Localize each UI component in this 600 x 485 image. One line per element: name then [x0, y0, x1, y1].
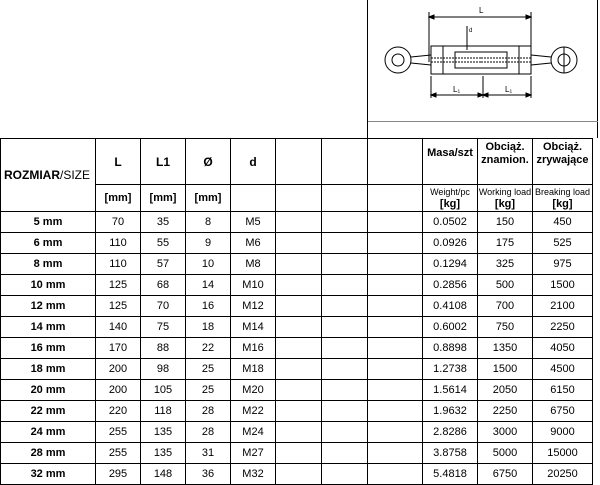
- table-row: [1, 338, 593, 359]
- diameter-cell: 16: [186, 296, 231, 317]
- empty-cell: [368, 443, 423, 464]
- size-cell: 12 mm: [1, 296, 96, 317]
- d-cell: M16: [231, 338, 276, 359]
- header-L1: L1: [141, 139, 186, 185]
- empty-cell: [276, 233, 322, 254]
- mass-cell: 1.5614: [423, 380, 478, 401]
- d-cell: M14: [231, 317, 276, 338]
- L-cell: 70: [96, 212, 141, 233]
- empty-cell: [322, 464, 368, 485]
- diameter-cell: 9: [186, 233, 231, 254]
- drawing-label-L: L: [479, 6, 484, 15]
- header-diameter: Ø: [186, 139, 231, 185]
- working-load-cell: 2250: [478, 401, 533, 422]
- size-cell: 18 mm: [1, 359, 96, 380]
- diameter-cell: 36: [186, 464, 231, 485]
- size-cell: 6 mm: [1, 233, 96, 254]
- empty-cell: [368, 380, 423, 401]
- breaking-load-cell: 9000: [533, 422, 593, 443]
- working-load-cell: 500: [478, 275, 533, 296]
- unit-L1: [mm]: [141, 185, 186, 212]
- size-cell: 5 mm: [1, 212, 96, 233]
- size-cell: 16 mm: [1, 338, 96, 359]
- breaking-load-cell: 15000: [533, 443, 593, 464]
- d-cell: M8: [231, 254, 276, 275]
- header-empty-2: [322, 139, 368, 185]
- empty-cell: [276, 212, 322, 233]
- turnbuckle-drawing: [371, 2, 593, 120]
- empty-cell: [322, 254, 368, 275]
- table-row: [1, 359, 593, 380]
- mass-cell: 0.0502: [423, 212, 478, 233]
- empty-cell: [368, 464, 423, 485]
- empty-cell: [368, 254, 423, 275]
- unit-empty-1: [276, 185, 322, 212]
- mass-cell: 2.8286: [423, 422, 478, 443]
- L1-cell: 55: [141, 233, 186, 254]
- empty-cell: [276, 275, 322, 296]
- empty-cell: [276, 359, 322, 380]
- header-L: L: [96, 139, 141, 185]
- table-row: [1, 275, 593, 296]
- mass-cell: 1.2738: [423, 359, 478, 380]
- d-cell: M12: [231, 296, 276, 317]
- breaking-load-cell: 450: [533, 212, 593, 233]
- d-cell: M18: [231, 359, 276, 380]
- breaking-load-cell: 1500: [533, 275, 593, 296]
- d-cell: M24: [231, 422, 276, 443]
- mass-cell: 0.6002: [423, 317, 478, 338]
- size-cell: 8 mm: [1, 254, 96, 275]
- diameter-cell: 22: [186, 338, 231, 359]
- table-row: [1, 212, 593, 233]
- empty-cell: [322, 359, 368, 380]
- breaking-load-cell: 4500: [533, 359, 593, 380]
- unit-mass: Weight/pc [kg]: [423, 185, 478, 212]
- d-cell: M32: [231, 464, 276, 485]
- empty-cell: [322, 296, 368, 317]
- header-d: d: [231, 139, 276, 185]
- table-row: [1, 464, 593, 485]
- header-empty-3: [368, 139, 423, 185]
- L1-cell: 68: [141, 275, 186, 296]
- table-row: [1, 317, 593, 338]
- empty-cell: [322, 380, 368, 401]
- L-cell: 200: [96, 359, 141, 380]
- table-row: [1, 233, 593, 254]
- mass-cell: 0.4108: [423, 296, 478, 317]
- unit-d: [231, 185, 276, 212]
- mass-cell: 5.4818: [423, 464, 478, 485]
- unit-working: Working load [kg]: [478, 186, 532, 210]
- mass-cell: 0.0926: [423, 233, 478, 254]
- breaking-load-cell: 2250: [533, 317, 593, 338]
- working-load-cell: 2050: [478, 380, 533, 401]
- d-cell: M22: [231, 401, 276, 422]
- L1-cell: 135: [141, 422, 186, 443]
- breaking-load-cell: 20250: [533, 464, 593, 485]
- drawing-label-L1-right: L₁: [505, 85, 513, 94]
- empty-cell: [276, 401, 322, 422]
- working-load-cell: 175: [478, 233, 533, 254]
- size-cell: 10 mm: [1, 275, 96, 296]
- d-cell: M10: [231, 275, 276, 296]
- mass-cell: 3.8758: [423, 443, 478, 464]
- working-load-cell: 1350: [478, 338, 533, 359]
- empty-cell: [368, 317, 423, 338]
- L1-cell: 70: [141, 296, 186, 317]
- empty-cell: [322, 401, 368, 422]
- working-load-cell: 1500: [478, 359, 533, 380]
- L-cell: 220: [96, 401, 141, 422]
- drawing-label-L1-left: L₁: [453, 85, 461, 94]
- empty-cell: [368, 401, 423, 422]
- header-breaking-load: Obciąż. zrywające: [533, 139, 593, 185]
- diameter-cell: 14: [186, 275, 231, 296]
- empty-cell: [368, 296, 423, 317]
- L-cell: 110: [96, 233, 141, 254]
- diameter-cell: 10: [186, 254, 231, 275]
- L1-cell: 98: [141, 359, 186, 380]
- working-load-cell: 3000: [478, 422, 533, 443]
- empty-cell: [276, 443, 322, 464]
- empty-cell: [276, 338, 322, 359]
- drawing-bottom-line: [368, 121, 598, 122]
- size-header: ROZMIAR/SIZE: [1, 139, 96, 212]
- size-cell: 24 mm: [1, 422, 96, 443]
- L1-cell: 135: [141, 443, 186, 464]
- empty-cell: [322, 212, 368, 233]
- d-cell: M6: [231, 233, 276, 254]
- L-cell: 255: [96, 443, 141, 464]
- mass-cell: 0.2856: [423, 275, 478, 296]
- working-load-cell: 150: [478, 212, 533, 233]
- empty-cell: [322, 422, 368, 443]
- L-cell: 125: [96, 296, 141, 317]
- empty-cell: [276, 380, 322, 401]
- top-divider-left: [367, 0, 368, 138]
- L-cell: 170: [96, 338, 141, 359]
- empty-cell: [276, 317, 322, 338]
- working-load-cell: 325: [478, 254, 533, 275]
- empty-cell: [322, 443, 368, 464]
- table-row: [1, 401, 593, 422]
- empty-cell: [368, 359, 423, 380]
- size-cell: 32 mm: [1, 464, 96, 485]
- empty-cell: [368, 275, 423, 296]
- empty-cell: [276, 464, 322, 485]
- L-cell: 140: [96, 317, 141, 338]
- breaking-load-cell: 6750: [533, 401, 593, 422]
- empty-cell: [276, 254, 322, 275]
- L1-cell: 75: [141, 317, 186, 338]
- working-load-cell: 700: [478, 296, 533, 317]
- table-header-row: [1, 139, 593, 185]
- empty-cell: [368, 212, 423, 233]
- size-cell: 20 mm: [1, 380, 96, 401]
- diameter-cell: 18: [186, 317, 231, 338]
- mass-cell: 0.1294: [423, 254, 478, 275]
- table-row: [1, 254, 593, 275]
- L-cell: 200: [96, 380, 141, 401]
- L1-cell: 105: [141, 380, 186, 401]
- d-cell: M20: [231, 380, 276, 401]
- table-row: [1, 380, 593, 401]
- empty-cell: [276, 422, 322, 443]
- L1-cell: 35: [141, 212, 186, 233]
- diameter-cell: 28: [186, 401, 231, 422]
- L-cell: 295: [96, 464, 141, 485]
- diameter-cell: 8: [186, 212, 231, 233]
- mass-cell: 0.8898: [423, 338, 478, 359]
- breaking-load-cell: 4050: [533, 338, 593, 359]
- working-load-cell: 6750: [478, 464, 533, 485]
- breaking-load-cell: 6150: [533, 380, 593, 401]
- size-cell: 22 mm: [1, 401, 96, 422]
- top-divider-right: [597, 0, 598, 138]
- L-cell: 125: [96, 275, 141, 296]
- diameter-cell: 25: [186, 380, 231, 401]
- unit-empty-3: [368, 185, 423, 212]
- header-working-load: Obciąż. znamion.: [478, 139, 533, 185]
- L1-cell: 88: [141, 338, 186, 359]
- size-cell: 14 mm: [1, 317, 96, 338]
- drawing-label-d: d: [469, 28, 473, 34]
- L1-cell: 118: [141, 401, 186, 422]
- header-empty-1: [276, 139, 322, 185]
- diameter-cell: 25: [186, 359, 231, 380]
- table-row: [1, 443, 593, 464]
- mass-cell: 1.9632: [423, 401, 478, 422]
- table-row: [1, 422, 593, 443]
- empty-cell: [322, 338, 368, 359]
- d-cell: M5: [231, 212, 276, 233]
- unit-empty-2: [322, 185, 368, 212]
- size-cell: 28 mm: [1, 443, 96, 464]
- empty-cell: [276, 296, 322, 317]
- breaking-load-cell: 525: [533, 233, 593, 254]
- spec-table: [0, 138, 593, 485]
- diameter-cell: 31: [186, 443, 231, 464]
- unit-diameter: [mm]: [186, 185, 231, 212]
- unit-L: [mm]: [96, 185, 141, 212]
- working-load-cell: 5000: [478, 443, 533, 464]
- unit-breaking: Breaking load [kg]: [533, 185, 593, 212]
- header-mass: Masa/szt: [423, 139, 478, 185]
- empty-cell: [368, 422, 423, 443]
- L1-cell: 57: [141, 254, 186, 275]
- empty-cell: [368, 233, 423, 254]
- empty-cell: [322, 233, 368, 254]
- breaking-load-cell: 2100: [533, 296, 593, 317]
- empty-cell: [322, 317, 368, 338]
- d-cell: M27: [231, 443, 276, 464]
- L-cell: 255: [96, 422, 141, 443]
- diameter-cell: 28: [186, 422, 231, 443]
- empty-cell: [368, 338, 423, 359]
- working-load-cell: 750: [478, 317, 533, 338]
- L1-cell: 148: [141, 464, 186, 485]
- table-body: [1, 212, 593, 485]
- breaking-load-cell: 975: [533, 254, 593, 275]
- empty-cell: [322, 275, 368, 296]
- L-cell: 110: [96, 254, 141, 275]
- table-row: [1, 296, 593, 317]
